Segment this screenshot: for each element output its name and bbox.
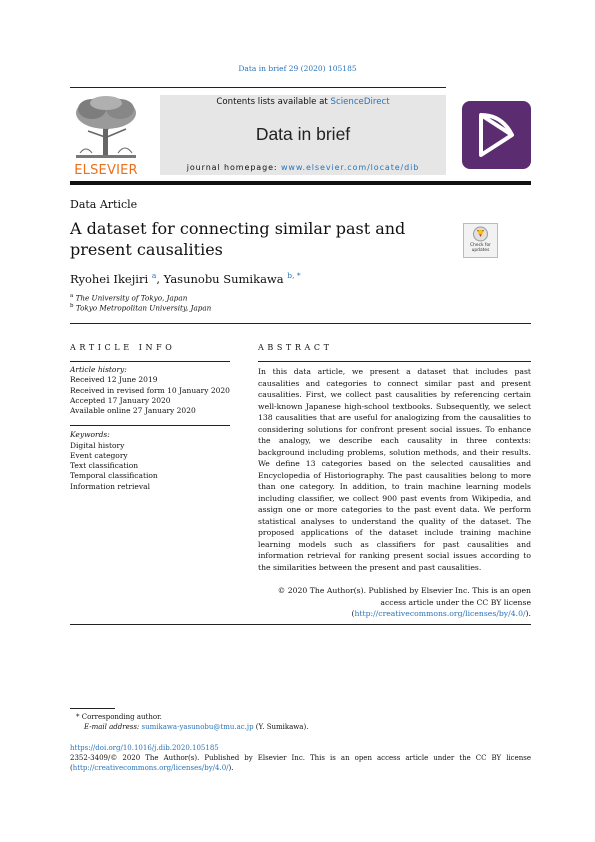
email-owner: (Y. Sumikawa). [255, 723, 309, 731]
sciencedirect-link[interactable]: ScienceDirect [330, 97, 390, 107]
article-info-heading: ARTICLE INFO [70, 343, 176, 352]
abstract-heading: ABSTRACT [258, 343, 333, 352]
history-item: Received in revised form 10 January 2020 [70, 385, 230, 395]
journal-homepage [160, 163, 446, 172]
homepage-prefix: journal homepage: [186, 163, 281, 172]
journal-citation[interactable]: Data in brief 29 (2020) 105185 [238, 64, 357, 73]
article-title: A dataset for connecting similar past and present causalities [70, 219, 406, 259]
license-link[interactable]: http://creativecommons.org/licenses/by/4.0/ [354, 609, 526, 618]
affiliation [70, 293, 187, 302]
journal-title: Data in brief [255, 124, 351, 144]
keyword-item: Event category [70, 450, 128, 460]
elsevier-wordmark: ELSEVIER [74, 163, 138, 178]
author-name: Yasunobu Sumikawa [163, 271, 284, 286]
email-note [84, 723, 308, 731]
history-item: Available online 27 January 2020 [70, 406, 196, 415]
keywords-rule [70, 425, 230, 426]
check-for-updates-label: Check for updates [470, 243, 491, 253]
license-footer [70, 753, 531, 774]
author-list: Ryohei Ikejiri $^a$, Yasunobu Sumikawa $^{b, *}$ [70, 271, 301, 286]
license-footer-link[interactable]: http://creativecommons.org/licenses/by/4.0/ [72, 764, 229, 773]
affiliation-text: Tokyo Metropolitan University, Japan [75, 303, 212, 313]
doi-link[interactable]: https://doi.org/10.1016/j.dib.2020.105185 [70, 744, 219, 752]
keyword-item: Text classification [70, 461, 139, 470]
keyword-item: Temporal classification [70, 471, 158, 480]
footnote-mark: * [76, 713, 80, 721]
article-info-rule [70, 361, 230, 362]
keyword-item: Information retrieval [70, 481, 150, 491]
abstract-copyright [258, 585, 531, 620]
history-label: Article history: [70, 365, 127, 374]
author-affiliation-mark[interactable]: b, * [287, 271, 301, 280]
keyword-item: Digital history [70, 440, 125, 450]
author-name: Ryohei Ikejiri [70, 271, 149, 286]
email-label: E-mail address: [84, 723, 140, 731]
affiliation-rule [70, 323, 531, 324]
history-item: Received 12 June 2019 [70, 375, 158, 384]
affiliation-text: The University of Tokyo, Japan [75, 293, 188, 303]
license-suffix: ). [228, 764, 234, 773]
contents-prefix: Contents lists available at [216, 97, 331, 107]
header-top-rule [70, 87, 446, 88]
abstract-text: In this data article, we present a dataset that includes past causalities and categories to connect similar past and present causalities. First, we collect past causalities by referencing certain well-known Japanese high-school textbooks. Subsequently, we select 138 causalities that are useful for analogizing from the causalities to considering solutions for confront present social issues. To enhance the analogy, we describe each causality in three contexts: background including problems, solution methods, and their results. We define 13 categories based on the selected causalities and Encyclopedia of Historiography. The past causalities belong to more than one category. In addition, to train machine learning models including classifier, we collect 900 past events from Wikipedia, and assign one or more categories to the past event data. We perform statistical analyses to understand the quality of the dataset. The proposed applications of the dataset include training machine learning models such as classifiers for past causalities and information retrieval for ranking present social issues according to the similarities between the present and past causalities. [258, 367, 531, 572]
article-type: Data Article [70, 198, 138, 211]
keywords-label: Keywords: [70, 430, 110, 439]
email-link[interactable]: sumikawa-yasunobu@tmu.ac.jp [141, 723, 254, 731]
history-item: Accepted 17 January 2020 [70, 395, 171, 405]
license-text: 2352-3409/© 2020 The Author(s). Published by Elsevier Inc. This is an open access article under the CC BY license ( [70, 754, 531, 773]
journal-cover-icon [462, 101, 531, 169]
corresponding-author-note [76, 713, 162, 721]
author-affiliation-mark[interactable]: a [151, 271, 157, 280]
contents-line [160, 97, 446, 107]
affiliation-mark: a [70, 293, 74, 299]
header-thick-rule [70, 181, 531, 185]
footnote-rule [70, 708, 115, 709]
abstract-bottom-rule [70, 624, 531, 625]
copyright-text: © 2020 The Author(s). Published by Elsevier Inc. This is an open access article under the CC BY license ( [277, 586, 531, 618]
affiliation [70, 303, 211, 312]
homepage-link[interactable]: www.elsevier.com/locate/dib [280, 163, 420, 172]
affiliation-mark: b [70, 303, 74, 309]
abstract-rule [258, 361, 531, 362]
copyright-suffix: ). [525, 609, 531, 618]
corresponding-label: Corresponding author. [81, 713, 162, 721]
